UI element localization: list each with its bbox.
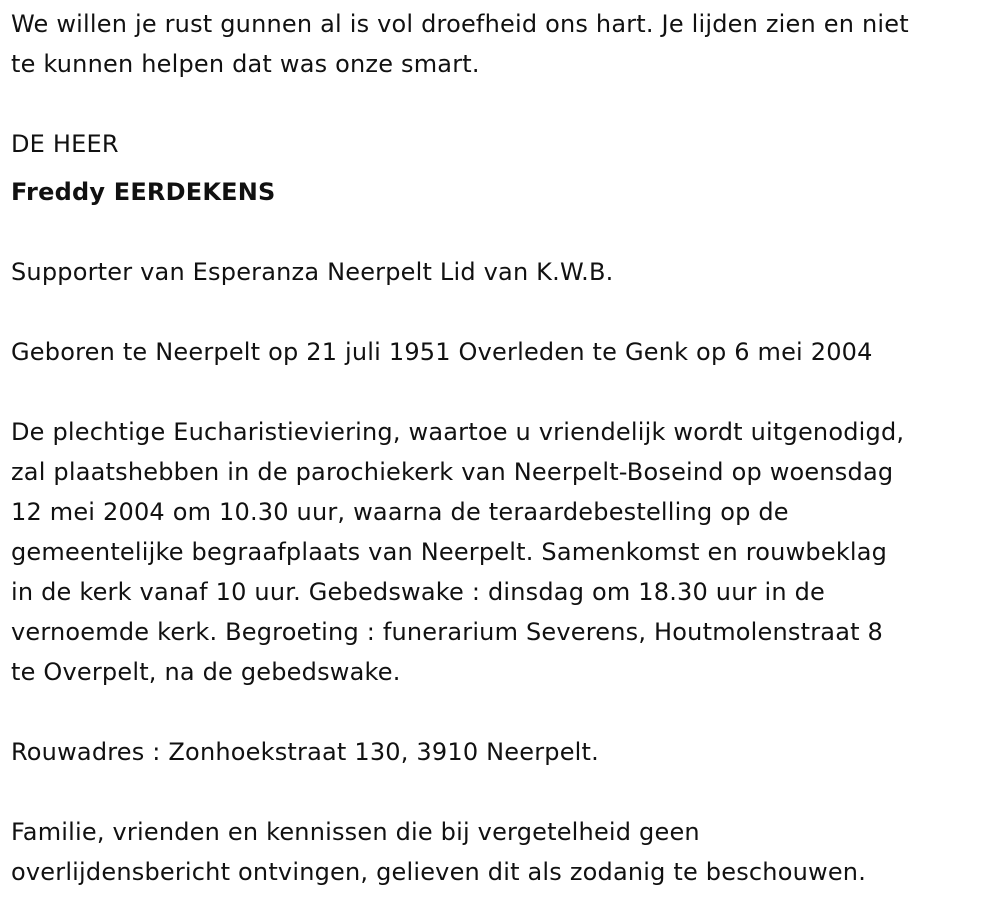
honorific: DE HEER [11,130,119,158]
birth-death-text: Geboren te Neerpelt op 21 juli 1951 Overleden te Genk op 6 mei 2004 [11,338,873,366]
spacer [11,772,991,812]
obituary-notice [11,4,991,892]
spacer [11,692,991,732]
spacer [11,292,991,332]
spacer [11,372,991,412]
mourning-address: Rouwadres : Zonhoekstraat 130, 3910 Neerpelt. [11,738,599,766]
service-details: De plechtige Eucharistieviering, waartoe u vriendelijk wordt uitgenodigd, zal plaatshebben in de parochiekerk van Neerpelt-Boseind op woensdag 12 mei 2004 om 10.30 uur, waarna de teraardebestelling op de gemeentelijke begraafplaats van Neerpelt. Samenkomst en rouwbeklag in de kerk vanaf 10 uur. Gebedswake : dinsdag om 18.30 uur in de vernoemde kerk. Begroeting : funerarium Severens, Houtmolenstraat 8 te Overpelt, na de gebedswake. [11,418,905,686]
deceased-name: Freddy EERDEKENS [11,178,276,206]
spacer [11,84,991,124]
spacer [11,212,991,252]
closing-note: Familie, vrienden en kennissen die bij vergetelheid geen overlijdensbericht ontvingen, gelieven dit als zodanig te beschouwen. [11,818,867,886]
verse-text: We willen je rust gunnen al is vol droefheid ons hart. Je lijden zien en niet te kunnen helpen dat was onze smart. [11,10,909,78]
affiliation-text: Supporter van Esperanza Neerpelt Lid van K.W.B. [11,258,614,286]
